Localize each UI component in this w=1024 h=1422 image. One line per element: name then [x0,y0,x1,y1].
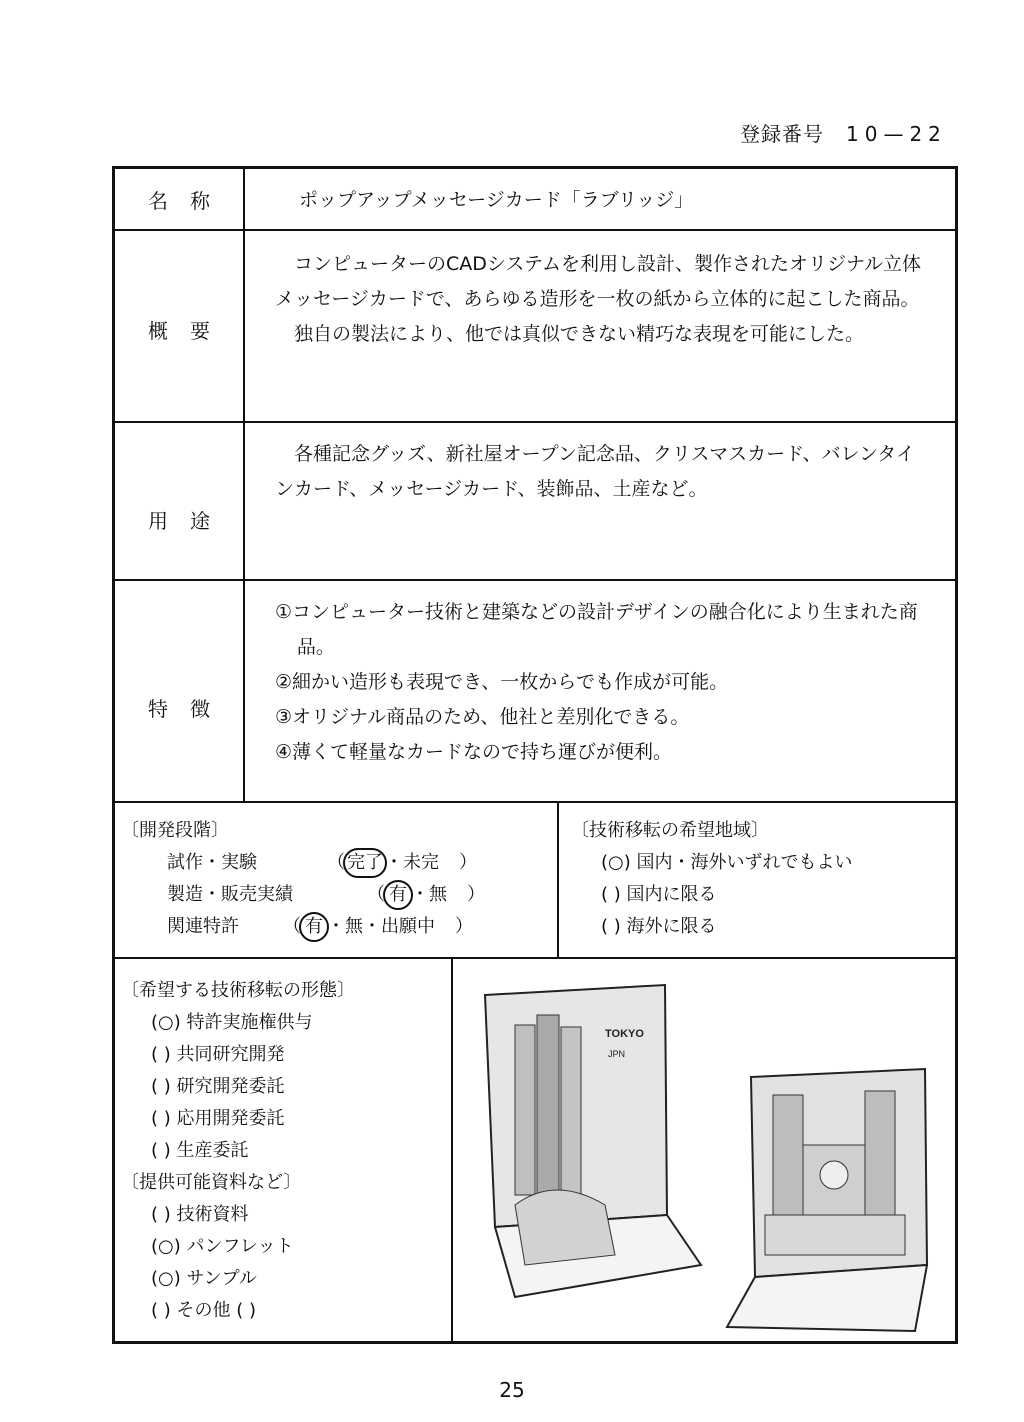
feature-item: ①コンピューター技術と建築などの設計デザインの融合化により生まれた商品。 [275,601,918,658]
development-stage-section [121,815,485,943]
selected-option: 有 [299,912,329,942]
paren: （ [327,852,345,873]
overview-text [275,247,933,352]
info-sheet-frame [112,166,958,1344]
divider [115,957,955,959]
patent-row [121,911,485,943]
region-option: ( ) 海外に限る [601,916,717,937]
feature-item: ③オリジナル商品のため、他社と差別化できる。 [275,706,690,728]
feature-item: ④薄くて軽量なカードなので持ち運びが便利。 [275,741,673,763]
usage-label: 用途 [148,509,232,533]
other-options: ・無・出願中 [327,916,435,937]
divider [115,421,955,423]
overview-paragraph: コンピューターのCADシステムを利用し設計、製作されたオリジナル立体メッセージカードで、あらゆる造形を一枚の紙から立体的に起こした商品。 [275,253,922,310]
divider [451,957,453,1341]
transfer-option: ( ) 生産委託 [151,1140,249,1161]
card-text: TOKYO [605,1028,644,1040]
paren: ） [467,884,485,905]
usage-paragraph: 各種記念グッズ、新社屋オープン記念品、クリスマスカード、バレンタインカード、メッセージカード、装飾品、土産など。 [275,443,915,500]
sales-record-row [121,879,485,911]
selected-option: 完了 [343,848,387,878]
divider [243,169,245,801]
selected-option: 有 [383,880,413,910]
row-label: 試作・実験 [167,852,257,873]
overview-label: 概要 [148,319,232,343]
transfer-option: ( ) 研究開発委託 [151,1076,285,1097]
popup-cards-illustration [455,965,955,1341]
overview-paragraph: 独自の製法により、他では真似できない精巧な表現を可能にした。 [294,323,865,345]
material-option: ( ) 技術資料 [151,1204,249,1225]
section-title: 〔提供可能資料など〕 [121,1172,302,1193]
paren: ） [459,852,477,873]
section-title: 〔希望する技術移転の形態〕 [121,980,355,1001]
region-option: ( ) 国内に限る [601,884,717,905]
material-option: (○) パンフレット [151,1236,294,1257]
paren: （ [283,916,301,937]
transfer-form-section [121,975,355,1327]
product-photo [455,965,955,1341]
usage-text [275,437,933,507]
region-section [571,815,852,943]
prototype-row [121,847,485,879]
registration-label: 登録番号 [740,122,824,146]
feature-item: ②細かい造形も表現でき、一枚からでも作成が可能。 [275,671,729,693]
divider [115,229,955,231]
product-name: ポップアップメッセージカード「ラブリッジ」 [299,189,694,211]
divider [557,801,559,957]
paren: ） [455,916,473,937]
row-label: 関連特許 [167,916,239,937]
registration-number [740,118,947,147]
material-option: (○) サンプル [151,1268,257,1289]
page-number: 25 [499,1378,525,1402]
features-list [275,595,933,770]
transfer-option: ( ) 応用開発委託 [151,1108,285,1129]
divider [115,579,955,581]
row-label: 製造・販売実績 [167,884,293,905]
region-option: (○) 国内・海外いずれでもよい [601,852,853,873]
section-title: 〔技術移転の希望地域〕 [571,820,769,841]
transfer-option: ( ) 共同研究開発 [151,1044,285,1065]
section-title: 〔開発段階〕 [121,820,229,841]
transfer-option: (○) 特許実施権供与 [151,1012,313,1033]
material-option: ( ) その他 ( ) [151,1300,256,1321]
divider [115,801,955,803]
card-text: JPN [608,1049,626,1059]
name-label: 名称 [148,189,232,213]
paren: （ [367,884,385,905]
other-options: ・無 [411,884,447,905]
other-options: ・未完 [385,852,439,873]
registration-value: 10—22 [846,122,947,146]
features-label: 特徴 [148,697,232,721]
